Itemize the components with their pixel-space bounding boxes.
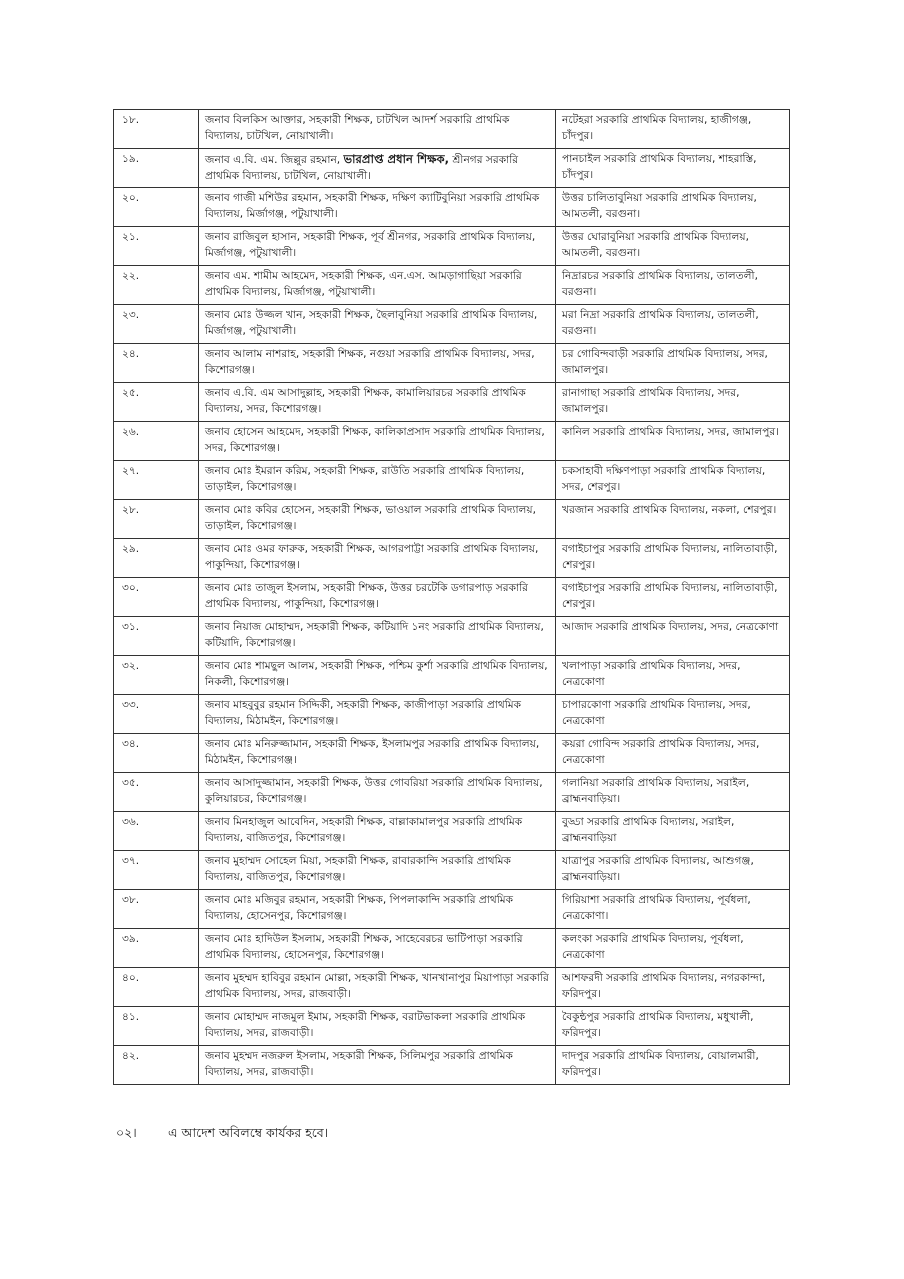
table-row xyxy=(114,500,790,539)
table-row xyxy=(114,539,790,578)
table-row xyxy=(114,929,790,968)
serial-number: ২১. xyxy=(114,227,199,266)
serial-number: ৩৬. xyxy=(114,812,199,851)
serial-number: ১৮. xyxy=(114,110,199,149)
transfer-destination: চর গোবিন্দবাড়ী সরকারি প্রাথমিক বিদ্যালয়, সদর, জামালপুর। xyxy=(556,344,790,383)
serial-number: ৩৩. xyxy=(114,695,199,734)
table-row xyxy=(114,734,790,773)
transfer-table xyxy=(113,109,790,1085)
teacher-current-posting: জনাব আসাদুজ্জামান, সহকারী শিক্ষক, উত্তর গোবরিয়া সরকারি প্রাথমিক বিদ্যালয়, কুলিয়ারচর, কিশোরগঞ্জ। xyxy=(199,773,556,812)
transfer-destination: খরজান সরকারি প্রাথমিক বিদ্যালয়, নকলা, শেরপুর। xyxy=(556,500,790,539)
serial-number: ২৩. xyxy=(114,305,199,344)
teacher-current-posting: জনাব আলাম নাশরাহ, সহকারী শিক্ষক, নগুয়া সরকারি প্রাথমিক বিদ্যালয়, সদর, কিশোরগঞ্জ। xyxy=(199,344,556,383)
transfer-destination: চাপারকোণা সরকারি প্রাথমিক বিদ্যালয়, সদর, নেত্রকোণা xyxy=(556,695,790,734)
order-clause xyxy=(116,1125,328,1145)
serial-number: ২৪. xyxy=(114,344,199,383)
serial-number: ৪২. xyxy=(114,1046,199,1085)
serial-number: ২৬. xyxy=(114,422,199,461)
teacher-current-posting: জনাব মোঃ ইমরান করিম, সহকারী শিক্ষক, রাউতি সরকারি প্রাথমিক বিদ্যালয়, তাড়াইল, কিশোরগঞ্জ। xyxy=(199,461,556,500)
table-row xyxy=(114,266,790,305)
transfer-destination: বুড্ডা সরকারি প্রাথমিক বিদ্যালয়, সরাইল, ব্রাহ্মনবাড়িয়া xyxy=(556,812,790,851)
serial-number: ৩৪. xyxy=(114,734,199,773)
transfer-destination: নিদ্রারচর সরকারি প্রাথমিক বিদ্যালয়, তালতলী, বরগুনা। xyxy=(556,266,790,305)
teacher-current-posting: জনাব মোঃ উজ্জল খান, সহকারী শিক্ষক, ছৈলাবুনিয়া সরকারি প্রাথমিক বিদ্যালয়, মির্জাগঞ্জ, পটুয়াখালী। xyxy=(199,305,556,344)
teacher-current-posting: জনাব মোঃ হাদিউল ইসলাম, সহকারী শিক্ষক, সাহেবেরচর ভাটিপাড়া সরকারি প্রাথমিক বিদ্যালয়, হোসেনপুর, কিশোরগঞ্জ। xyxy=(199,929,556,968)
serial-number: ৩৫. xyxy=(114,773,199,812)
transfer-destination: উত্তর চালিতাবুনিয়া সরকারি প্রাথমিক বিদ্যালয়, আমতলী, বরগুনা। xyxy=(556,188,790,227)
teacher-current-posting: জনাব মুহম্মদ হাবিবুর রহমান মোল্লা, সহকারী শিক্ষক, খানখানাপুর মিয়াপাড়া সরকারি প্রাথমিক বিদ্যালয়, সদর, রাজবাড়ী। xyxy=(199,968,556,1007)
teacher-current-posting: জনাব হোসেন আহমেদ, সহকারী শিক্ষক, কালিকাপ্রসাদ সরকারি প্রাথমিক বিদ্যালয়, সদর, কিশোরগঞ্জ। xyxy=(199,422,556,461)
table-row xyxy=(114,461,790,500)
transfer-destination: গলানিয়া সরকারি প্রাথমিক বিদ্যালয়, সরাইল, ব্রাহ্মনবাড়িয়া। xyxy=(556,773,790,812)
transfer-destination: রানাগাছা সরকারি প্রাথমিক বিদ্যালয়, সদর, জামালপুর। xyxy=(556,383,790,422)
serial-number: ২৮. xyxy=(114,500,199,539)
transfer-destination: বগাইচাপুর সরকারি প্রাথমিক বিদ্যালয়, নালিতাবাড়ী, শেরপুর। xyxy=(556,578,790,617)
serial-number: ২৯. xyxy=(114,539,199,578)
serial-number: ৩৭. xyxy=(114,851,199,890)
teacher-current-posting: জনাব মোঃ ওমর ফারুক, সহকারী শিক্ষক, আগরপাট্টা সরকারি প্রাথমিক বিদ্যালয়, পাকুন্দিয়া, কিশোরগঞ্জ। xyxy=(199,539,556,578)
teacher-current-posting: জনাব মোহাম্মদ নাজমুল ইমাম, সহকারী শিক্ষক, বরাটভাকলা সরকারি প্রাথমিক বিদ্যালয়, সদর, রাজবাড়ী। xyxy=(199,1007,556,1046)
transfer-destination: কানিল সরকারি প্রাথমিক বিদ্যালয়, সদর, জামালপুর। xyxy=(556,422,790,461)
teacher-current-posting: জনাব গাজী মশিউর রহমান, সহকারী শিক্ষক, দক্ষিণ ক্যাটিবুনিয়া সরকারি প্রাথমিক বিদ্যালয়, মির্জাগঞ্জ, পটুয়াখালী। xyxy=(199,188,556,227)
teacher-current-posting: জনাব এম. শামীম আহমেদ, সহকারী শিক্ষক, এন.এস. আমড়াগাছিয়া সরকারি প্রাথমিক বিদ্যালয়, মির্জাগঞ্জ, পটুয়াখালী। xyxy=(199,266,556,305)
serial-number: ৩৯. xyxy=(114,929,199,968)
transfer-destination: পানচাইল সরকারি প্রাথমিক বিদ্যালয়, শাহরাস্তি, চাঁদপুর। xyxy=(556,149,790,188)
teacher-current-posting xyxy=(199,149,556,188)
serial-number: ৩৮. xyxy=(114,890,199,929)
transfer-destination: আশফরদী সরকারি প্রাথমিক বিদ্যালয়, নগরকান্দা, ফরিদপুর। xyxy=(556,968,790,1007)
teacher-current-posting: জনাব মুহম্মদ নজরুল ইসলাম, সহকারী শিক্ষক, সিলিমপুর সরকারি প্রাথমিক বিদ্যালয়, সদর, রাজবাড়ী। xyxy=(199,1046,556,1085)
table-row xyxy=(114,149,790,188)
teacher-current-posting: জনাব নিয়াজ মোহাম্মদ, সহকারী শিক্ষক, কটিয়াদি ১নং সরকারি প্রাথমিক বিদ্যালয়, কটিয়াদি, কিশোরগঞ্জ। xyxy=(199,617,556,656)
teacher-current-posting: জনাব মোঃ শামছুল আলম, সহকারী শিক্ষক, পশ্চিম কুর্শা সরকারি প্রাথমিক বিদ্যালয়, নিকলী, কিশোরগঞ্জ। xyxy=(199,656,556,695)
transfer-destination: কলংকা সরকারি প্রাথমিক বিদ্যালয়, পূর্বধলা, নেত্রকোণা xyxy=(556,929,790,968)
table-row xyxy=(114,695,790,734)
table-row xyxy=(114,1007,790,1046)
transfer-destination: গিরিয়াশা সরকারি প্রাথমিক বিদ্যালয়, পূর্বধলা, নেত্রকোণা। xyxy=(556,890,790,929)
table-row xyxy=(114,578,790,617)
teacher-current-posting: জনাব মোঃ তাজুল ইসলাম, সহকারী শিক্ষক, উত্তর চরটেকি ডগারপাড় সরকারি প্রাথমিক বিদ্যালয়, পাকুন্দিয়া, কিশোরগঞ্জ। xyxy=(199,578,556,617)
teacher-current-posting: জনাব মোঃ মজিবুর রহমান, সহকারী শিক্ষক, পিপলাকান্দি সরকারি প্রাথমিক বিদ্যালয়, হোসেনপুর, কিশোরগঞ্জ। xyxy=(199,890,556,929)
table-row xyxy=(114,227,790,266)
transfer-destination: উত্তর ঘোরাবুনিয়া সরকারি প্রাথমিক বিদ্যালয়, আমতলী, বরগুনা। xyxy=(556,227,790,266)
teacher-current-posting: জনাব মাহবুবুর রহমান সিদ্দিকী, সহকারী শিক্ষক, কাজীপাড়া সরকারি প্রাথমিক বিদ্যালয়, মিঠামইন, কিশোরগঞ্জ। xyxy=(199,695,556,734)
table-row xyxy=(114,422,790,461)
serial-number: ৩০. xyxy=(114,578,199,617)
transfer-destination: দাদপুর সরকারি প্রাথমিক বিদ্যালয়, বোয়ালমারী, ফরিদপুর। xyxy=(556,1046,790,1085)
table-row xyxy=(114,890,790,929)
serial-number: ২৫. xyxy=(114,383,199,422)
table-row xyxy=(114,812,790,851)
clause-number: ০২। xyxy=(116,1125,137,1140)
transfer-destination: চকসাহাবী দক্ষিণপাড়া সরকারি প্রাথমিক বিদ্যালয়, সদর, শেরপুর। xyxy=(556,461,790,500)
teacher-name-text: জনাব এ.বি. এম. জিল্লুর রহমান, xyxy=(205,154,344,166)
serial-number: ৩২. xyxy=(114,656,199,695)
table-row xyxy=(114,851,790,890)
teacher-current-posting: জনাব মোঃ কবির হোসেন, সহকারী শিক্ষক, ভাওয়াল সরকারি প্রাথমিক বিদ্যালয়, তাড়াইল, কিশোরগঞ্জ। xyxy=(199,500,556,539)
teacher-current-posting: জনাব এ.বি. এম আসাদুল্লাহ, সহকারী শিক্ষক, কামালিয়ারচর সরকারি প্রাথমিক বিদ্যালয়, সদর, কিশোরগঞ্জ। xyxy=(199,383,556,422)
table-row xyxy=(114,1046,790,1085)
school-text: শ্রীনগর সরকারি প্রাথমিক বিদ্যালয়, চাটখিল, নোয়াখালী। xyxy=(205,154,519,182)
table-row xyxy=(114,344,790,383)
table-row xyxy=(114,305,790,344)
serial-number: ৪১. xyxy=(114,1007,199,1046)
transfer-destination: খলাপাড়া সরকারি প্রাথমিক বিদ্যালয়, সদর, নেত্রকোণা xyxy=(556,656,790,695)
clause-text: এ আদেশ অবিলম্বে কার্যকর হবে। xyxy=(168,1125,329,1140)
table-row xyxy=(114,773,790,812)
table-row xyxy=(114,617,790,656)
transfer-destination: মরা নিদ্রা সরকারি প্রাথমিক বিদ্যালয়, তালতলী, বরগুনা। xyxy=(556,305,790,344)
serial-number: ২০. xyxy=(114,188,199,227)
table-row xyxy=(114,188,790,227)
table-row xyxy=(114,968,790,1007)
serial-number: ২২. xyxy=(114,266,199,305)
transfer-destination: বগাইচাপুর সরকারি প্রাথমিক বিদ্যালয়, নালিতাবাড়ী, শেরপুর। xyxy=(556,539,790,578)
serial-number: ৩১. xyxy=(114,617,199,656)
table-row xyxy=(114,656,790,695)
teacher-current-posting: জনাব মিনহাজুল আবেদিন, সহকারী শিক্ষক, বাল্লাকামালপুর সরকারি প্রাথমিক বিদ্যালয়, বাজিতপুর, কিশোরগঞ্জ। xyxy=(199,812,556,851)
transfer-destination: নটেহরা সরকারি প্রাথমিক বিদ্যালয়, হাজীগঞ্জ, চাঁদপুর। xyxy=(556,110,790,149)
teacher-current-posting: জনাব মোঃ মনিরুজ্জামান, সহকারী শিক্ষক, ইসলামপুর সরকারি প্রাথমিক বিদ্যালয়, মিঠামইন, কিশোরগঞ্জ। xyxy=(199,734,556,773)
teacher-current-posting: জনাব রাজিবুল হাসান, সহকারী শিক্ষক, পূর্ব শ্রীনগর, সরকারি প্রাথমিক বিদ্যালয়, মির্জাগঞ্জ, পটুয়াখালী। xyxy=(199,227,556,266)
teacher-current-posting: জনাব বিলকিস আক্তার, সহকারী শিক্ষক, চাটখিল আদর্শ সরকারি প্রাথমিক বিদ্যালয়, চাটখিল, নোয়াখালী। xyxy=(199,110,556,149)
designation-bold-text: ভারপ্রাপ্ত প্রধান শিক্ষক, xyxy=(343,152,450,166)
transfer-destination: যাত্রাপুর সরকারি প্রাথমিক বিদ্যালয়, আশুগঞ্জ, ব্রাহ্মনবাড়িয়া। xyxy=(556,851,790,890)
table-row xyxy=(114,110,790,149)
serial-number: ২৭. xyxy=(114,461,199,500)
serial-number: ১৯. xyxy=(114,149,199,188)
transfer-destination: আজাদ সরকারি প্রাথমিক বিদ্যালয়, সদর, নেত্রকোণা xyxy=(556,617,790,656)
teacher-current-posting: জনাব মুহাম্মদ সোহেল মিয়া, সহকারী শিক্ষক, রাবারকান্দি সরকারি প্রাথমিক বিদ্যালয়, বাজিতপুর, কিশোরগঞ্জ। xyxy=(199,851,556,890)
transfer-destination: বৈকুন্ঠপুর সরকারি প্রাথমিক বিদ্যালয়, মধুখালী, ফরিদপুর। xyxy=(556,1007,790,1046)
table-row xyxy=(114,383,790,422)
transfer-destination: কয়রা গোবিন্দ সরকারি প্রাথমিক বিদ্যালয়, সদর, নেত্রকোণা xyxy=(556,734,790,773)
serial-number: ৪০. xyxy=(114,968,199,1007)
